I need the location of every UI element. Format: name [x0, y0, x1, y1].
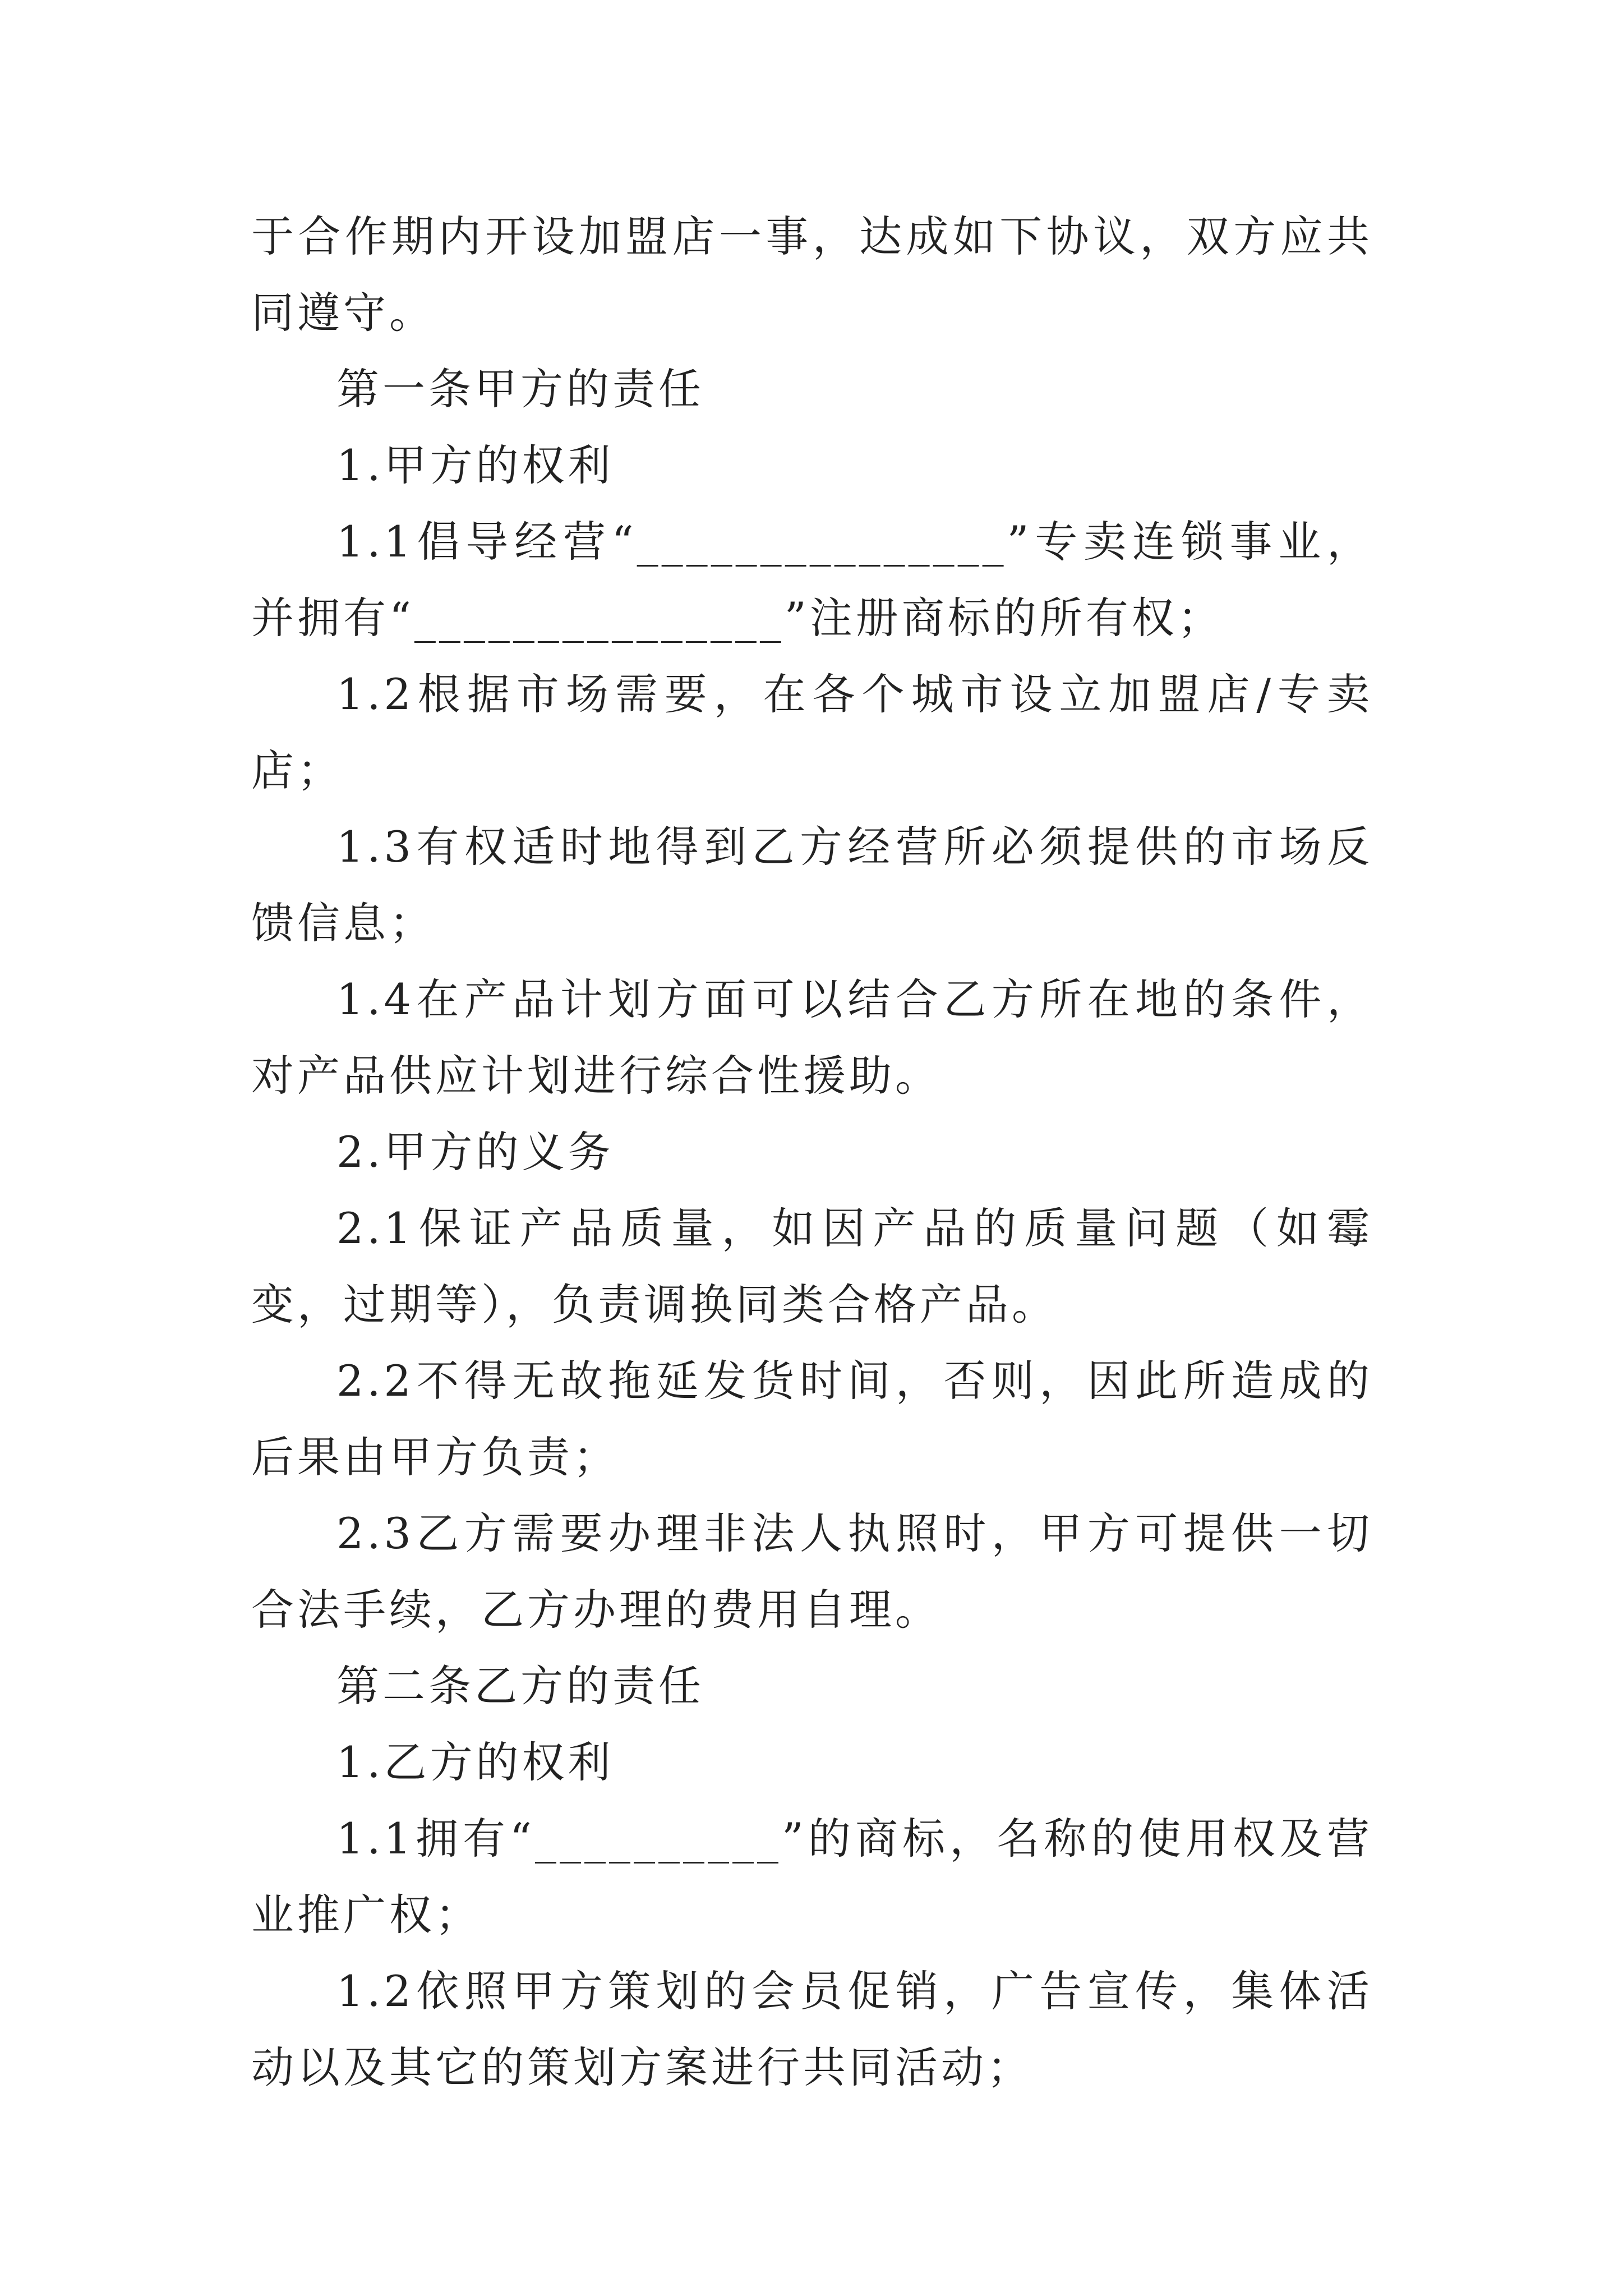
subsection-heading: 2.甲方的义务 — [336, 1127, 614, 1177]
clause: 1.4在产品计划方面可以结合乙方所在地的条件，对产品供应计划进行综合性援助。 — [251, 974, 1373, 1101]
paragraph: 于合作期内开设加盟店一事，达成如下协议，双方应共同遵守。 — [251, 211, 1373, 338]
clause: 2.1保证产品质量，如因产品的质量问题（如霉变，过期等），负责调换同类合格产品。 — [251, 1203, 1373, 1329]
subsection-heading: 1.甲方的权利 — [336, 440, 614, 490]
clause: 1.1倡导经营“_______________”专卖连锁事业，并拥有“_______________”注册商标的所有权； — [251, 517, 1373, 643]
clause: 2.2不得无故拖延发货时间，否则，因此所造成的后果由甲方负责； — [251, 1356, 1373, 1482]
clause: 1.2依照甲方策划的会员促销，广告宣传，集体活动以及其它的策划方案进行共同活动； — [251, 1966, 1373, 2092]
clause: 2.3乙方需要办理非法人执照时，甲方可提供一切合法手续，乙方办理的费用自理。 — [251, 1508, 1373, 1635]
section-heading: 第二条乙方的责任 — [336, 1661, 704, 1711]
subsection-heading: 1.乙方的权利 — [336, 1737, 614, 1787]
document-body — [251, 199, 1373, 2106]
clause: 1.1拥有“__________”的商标，名称的使用权及营业推广权； — [251, 1814, 1373, 1940]
clause: 1.2根据市场需要，在各个城市设立加盟店/专卖店； — [251, 669, 1373, 795]
section-heading: 第一条甲方的责任 — [336, 364, 704, 414]
clause: 1.3有权适时地得到乙方经营所必须提供的市场反馈信息； — [251, 822, 1373, 948]
